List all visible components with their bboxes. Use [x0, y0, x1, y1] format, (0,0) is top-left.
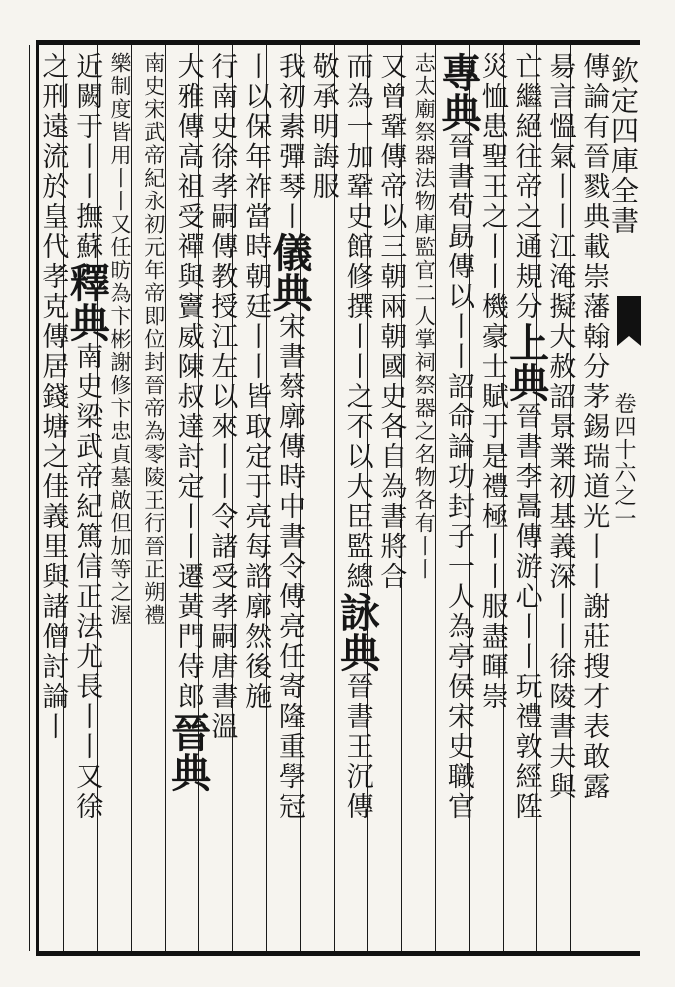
- section-heading: 儀典: [266, 232, 313, 312]
- text-run: 傳論有晉戮典載崇藩翰分茅錫瑞道光丨丨謝莊: [578, 52, 610, 652]
- text-run: 南史梁武帝紀篤信正法尤長丨丨又徐: [71, 342, 103, 822]
- text-run: 又曾鞏傳帝以三朝兩朝國史各自為書將合: [375, 52, 407, 592]
- section-heading: 詠典: [333, 592, 381, 672]
- column-text: [30, 52, 74, 742]
- text-run: 災恤患聖王之丨丨: [476, 52, 508, 292]
- fishtail-mark: [617, 296, 641, 336]
- text-run: 大雅傳高祖受禪與竇威陳叔達討定丨丨遷黃門侍郎: [172, 52, 204, 712]
- text-run: 敬承明誨服: [307, 52, 339, 202]
- text-run: 宋書蔡廓傳時中書令傅亮任寄隆重學冠: [274, 312, 305, 822]
- text-run: 丨以保年祚: [240, 52, 272, 202]
- text-column: [30, 52, 69, 947]
- text-run: 晉書王沉傳: [341, 672, 373, 822]
- text-run: 晉書荀勗傳以丨丨詔命論功封子一人為亭侯宋史職官: [443, 132, 474, 822]
- text-run: 南史宋武帝紀永初元年帝即位封晉帝為零陵王行晉正朔禮: [141, 52, 166, 627]
- text-run: 樂制度皆用丨丨又任昉為卞彬謝修卞忠貞墓啟但加等之渥: [108, 52, 132, 627]
- section-heading: 釋典: [63, 262, 111, 342]
- text-run: 孝克傳居錢塘之佳義里與諸僧討論丨: [37, 262, 69, 742]
- text-run: 之刑遠流於皇代: [37, 52, 69, 262]
- section-heading: 專典: [435, 52, 482, 132]
- text-run: 當時朝廷丨丨皆取定于亮每諮廓然後施: [240, 202, 272, 712]
- text-run: 志太廟祭器法物庫監官二人掌祠祭器之名物各有丨丨: [412, 52, 437, 581]
- text-run: 亡繼絕往帝之通規分: [510, 52, 542, 322]
- text-run: 搜才表敢露: [578, 652, 610, 802]
- section-heading: 上典: [502, 322, 550, 402]
- text-run: 機豪士賦于是禮極丨丨服盡暉崇: [476, 292, 508, 712]
- text-run: 行南史徐孝嗣傳教授江左以來丨丨令諸受孝嗣唐書溫: [206, 52, 238, 742]
- volume-label: 卷四十六之一: [611, 392, 636, 530]
- text-run: 近闕于丨丨撫蘇: [71, 52, 103, 262]
- text-run: 晉書李暠傳游心丨丨玩禮敦經陞: [510, 402, 542, 822]
- section-heading: 晉典: [164, 712, 212, 792]
- text-run: 昜言慍氣丨丨江淹擬大赦詔景業初基義深丨丨徐陵書夫與: [544, 52, 576, 802]
- text-run: 我初素彈琴丨: [274, 52, 305, 232]
- book-title: 欽定四庫全書: [607, 56, 640, 236]
- text-run: 而為一加鞏史館修撰丨丨之不以大臣監總: [341, 52, 373, 592]
